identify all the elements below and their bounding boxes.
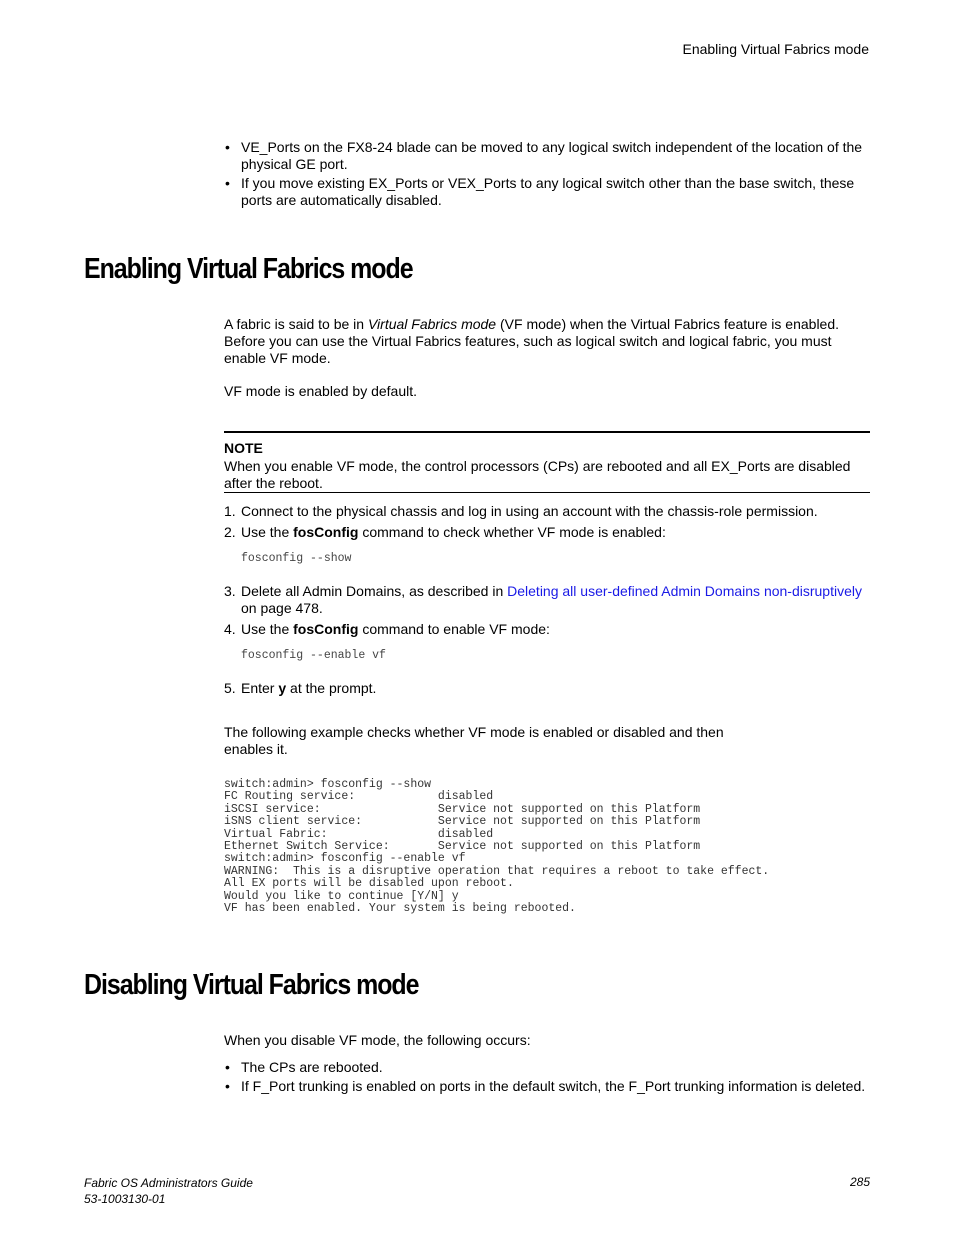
step-2 [224, 524, 872, 541]
list-item [224, 1059, 872, 1076]
bullet-icon: • [225, 175, 230, 191]
step-number: 2. [224, 524, 236, 540]
paragraph-text: A fabric is said to be in [224, 316, 368, 332]
step-number: 4. [224, 621, 236, 637]
step-5 [224, 680, 872, 697]
disable-bullet-list [224, 1059, 872, 1097]
example-code-block: switch:admin> fosconfig --show FC Routing service: disabled iSCSI service: Service not supported on this Platform iSNS client service: Service not supported on this Platform Virtual Fabric: disabled Ethernet Switch Service: Service not supported on this Platform switch:admin> fosconfig --enable vf WARNING: This is a disruptive operation that requires a reboot to take effect. All EX ports will be disabled upon reboot. Would you like to continue [Y/N] y VF has been enabled. Your system is being rebooted. [224, 778, 770, 916]
step-text: Use the [241, 621, 294, 637]
running-header: Enabling Virtual Fabrics mode [682, 41, 869, 57]
command-name: fosConfig [293, 524, 359, 540]
emphasis-term: Virtual Fabrics mode [367, 316, 497, 332]
code-fosconfig-show: fosconfig --show [241, 552, 352, 565]
code-fosconfig-enable: fosconfig --enable vf [241, 649, 386, 662]
step-text: Enter [241, 680, 279, 696]
note-bottom-rule [224, 492, 870, 493]
section-heading-disabling: Disabling Virtual Fabrics mode [84, 969, 419, 1001]
list-item [224, 139, 872, 173]
step-text: Connect to the physical chassis and log in using an account with the chassis-role permission. [241, 503, 818, 519]
bullet-text: The CPs are rebooted. [241, 1059, 383, 1075]
step-number: 5. [224, 680, 236, 696]
paragraph-text: (VF mode) when the Virtual Fabrics feature is enabled. Before you can use the Virtual Fabrics features, such as logical switch and logical fabric, you must enable VF mode. [224, 316, 840, 366]
bullet-icon: • [225, 1059, 230, 1075]
step-3 [224, 583, 872, 617]
step-4 [224, 621, 872, 638]
step-1 [224, 503, 872, 520]
command-name: fosConfig [293, 621, 359, 637]
step-text: Use the [241, 524, 294, 540]
section-heading-enabling: Enabling Virtual Fabrics mode [84, 253, 413, 285]
note-top-rule [224, 431, 870, 433]
page-number: 285 [849, 1175, 870, 1189]
step-text: Delete all Admin Domains, as described in [241, 583, 508, 599]
list-item [224, 175, 872, 209]
intro-paragraph [224, 316, 872, 367]
bullet-text: VE_Ports on the FX8-24 blade can be moved to any logical switch independent of the location of the physical GE port. [241, 139, 863, 172]
step-number: 3. [224, 583, 236, 599]
default-paragraph: VF mode is enabled by default. [224, 383, 418, 399]
note-text: When you enable VF mode, the control processors (CPs) are rebooted and all EX_Ports are disabled after the reboot. [224, 458, 851, 491]
bullet-icon: • [225, 139, 230, 155]
bullet-text: If F_Port trunking is enabled on ports in the default switch, the F_Port trunking information is deleted. [241, 1078, 866, 1094]
note-label: NOTE [224, 440, 263, 456]
step-number: 1. [224, 503, 236, 519]
footer-left [84, 1175, 253, 1207]
admin-domains-link[interactable]: Deleting all user-defined Admin Domains non-disruptively [507, 583, 862, 599]
bullet-text: If you move existing EX_Ports or VEX_Ports to any logical switch other than the base switch, these ports are automatically disabled. [241, 175, 855, 208]
step-text: at the prompt. [286, 680, 377, 696]
key-y: y [278, 680, 287, 696]
step-text: command to enable VF mode: [358, 621, 550, 637]
intro-bullet-list [224, 139, 872, 211]
disable-intro: When you disable VF mode, the following occurs: [224, 1032, 531, 1048]
guide-title: Fabric OS Administrators Guide [84, 1176, 253, 1190]
bullet-icon: • [225, 1078, 230, 1094]
doc-number: 53-1003130-01 [84, 1192, 166, 1206]
step-text: on page 478. [241, 600, 323, 616]
example-intro: The following example checks whether VF mode is enabled or disabled and then enables it. [224, 724, 724, 757]
step-text: command to check whether VF mode is enabled: [358, 524, 666, 540]
list-item [224, 1078, 872, 1095]
